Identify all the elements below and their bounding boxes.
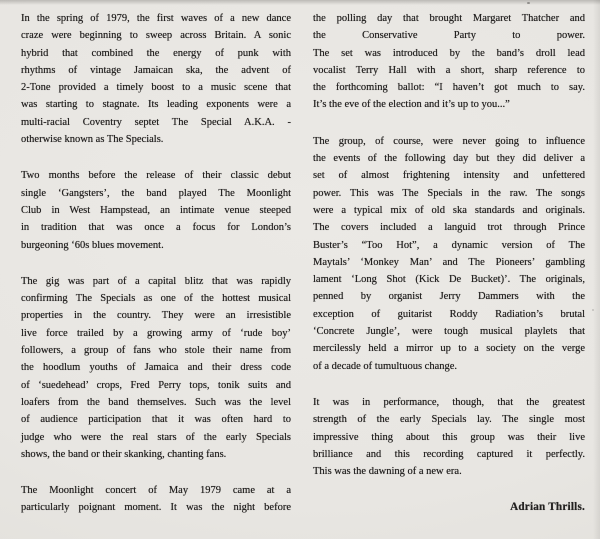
text-line: were a typical mix of old ska standards and originals. <box>313 204 585 216</box>
text-line: burgeoning ‘60s blues movement. <box>21 239 164 251</box>
paragraph <box>21 10 291 148</box>
text-line: brilliance and this recording captured it perfectly. <box>313 448 585 460</box>
text-line: It was in performance, though, that the greatest <box>313 396 585 408</box>
text-line: of audience participation that it was often hard to <box>21 414 291 426</box>
scan-shadow-top <box>0 0 600 5</box>
text-line: In the spring of 1979, the first waves of a new dance <box>21 13 291 24</box>
text-line: lament ‘Long Shot (Kick De Bucket)’. The originals, <box>313 274 585 286</box>
text-line: craze were beginning to sweep across Britain. A sonic <box>21 30 291 42</box>
text-line: the hoodlum youths of Jamaica and their dress code <box>21 362 291 374</box>
scan-shadow-right <box>593 0 600 539</box>
text-line: particularly poignant moment. It was the night before <box>21 502 291 514</box>
text-line: mercilessly held a mirror up to a society on the verge <box>313 343 585 355</box>
paragraph <box>313 10 585 114</box>
text-line: confirming The Specials as one of the hottest musical <box>21 293 291 305</box>
text-line: set of almost frightening intensity and unfettered <box>313 170 585 182</box>
text-line: the events of the following day but they did deliver a <box>313 153 585 165</box>
text-line: The gig was part of a capital blitz that was rapidly <box>21 275 291 287</box>
text-line: The group, of course, were never going to influence <box>313 135 585 147</box>
text-line: shows, the band or their skanking, chanting fans. <box>21 448 227 460</box>
text-line: Club in West Hampstead, an intimate venue steeped <box>21 204 291 216</box>
text-line: judge who were the real stars of the early Specials <box>21 431 291 443</box>
text-line: It’s the eve of the election and it’s up to you...” <box>313 99 510 111</box>
left-column <box>21 10 291 536</box>
text-line: in tradition that was once a focus for London’s <box>21 222 291 234</box>
text-line: otherwise known as The Specials. <box>21 134 164 146</box>
paragraph <box>21 167 291 253</box>
text-line: Buster’s “Too Hot”, a dynamic version of The <box>313 239 585 251</box>
text-line: rhythms of vintage Jamaican ska, the advent of <box>21 64 291 76</box>
text-line: the polling day that brought Margaret Thatcher and <box>313 13 585 24</box>
paragraph <box>313 133 585 375</box>
text-line: loafers from the band themselves. Such was the level <box>21 396 291 408</box>
text-line: hybrid that combined the energy of punk with <box>21 47 291 59</box>
text-line: 2-Tone provided a timely boost to a music scene that <box>21 82 291 94</box>
text-line: single ‘Gangsters’, the band played The Moonlight <box>21 187 291 199</box>
right-column <box>313 10 585 536</box>
paper-speck <box>527 2 530 4</box>
text-line: ‘Concrete Jungle’, were tough musical playlets that <box>313 326 585 338</box>
text-line: strength of the early Specials lay. The single most <box>313 414 585 426</box>
text-line: properties in the country. They were an irresistible <box>21 310 291 322</box>
text-line: This was the dawning of a new era. <box>313 466 462 478</box>
text-line: exception of guitarist Roddy Radiation’s brutal <box>313 308 585 320</box>
text-line: impressive thing about this group was their live <box>313 431 585 443</box>
paper-speck <box>592 309 594 311</box>
paragraph <box>313 394 585 480</box>
author-credit: Adrian Thrills. <box>510 501 585 514</box>
text-line: of ‘suedehead’ crops, Fred Perry tops, tonik suits and <box>21 379 291 391</box>
text-line: followers, a group of fans who stole their name from <box>21 345 291 357</box>
text-line: live force trailed by a growing army of ‘rude boy’ <box>21 327 291 339</box>
paragraph <box>21 482 291 517</box>
text-line: multi-racial Coventry septet The Special A.K.A. - <box>21 116 291 128</box>
paragraph <box>21 273 291 463</box>
text-line: The set was introduced by the band’s droll lead <box>313 47 585 59</box>
text-line: power. This was The Specials in the raw. The songs <box>313 187 585 199</box>
text-line: of a decade of tumultuous change. <box>313 360 458 372</box>
text-line: vocalist Terry Hall with a short, sharp reference to <box>313 64 585 76</box>
text-columns <box>21 10 585 536</box>
text-line: was starting to stagnate. Its leading exponents were a <box>21 99 291 111</box>
text-line: the Conservative Party to power. <box>313 30 585 42</box>
text-line: The Moonlight concert of May 1979 came at a <box>21 485 291 497</box>
text-line: Maytals’ ‘Monkey Man’ and The Pioneers’ gambling <box>313 256 585 268</box>
text-line: Two months before the release of their classic debut <box>21 170 291 182</box>
text-line: the forthcoming ballot: “I haven’t got much to say. <box>313 82 585 94</box>
text-line: The covers included a languid trot through Prince <box>313 222 585 234</box>
text-line: penned by organist Jerry Dammers with the <box>313 291 585 303</box>
